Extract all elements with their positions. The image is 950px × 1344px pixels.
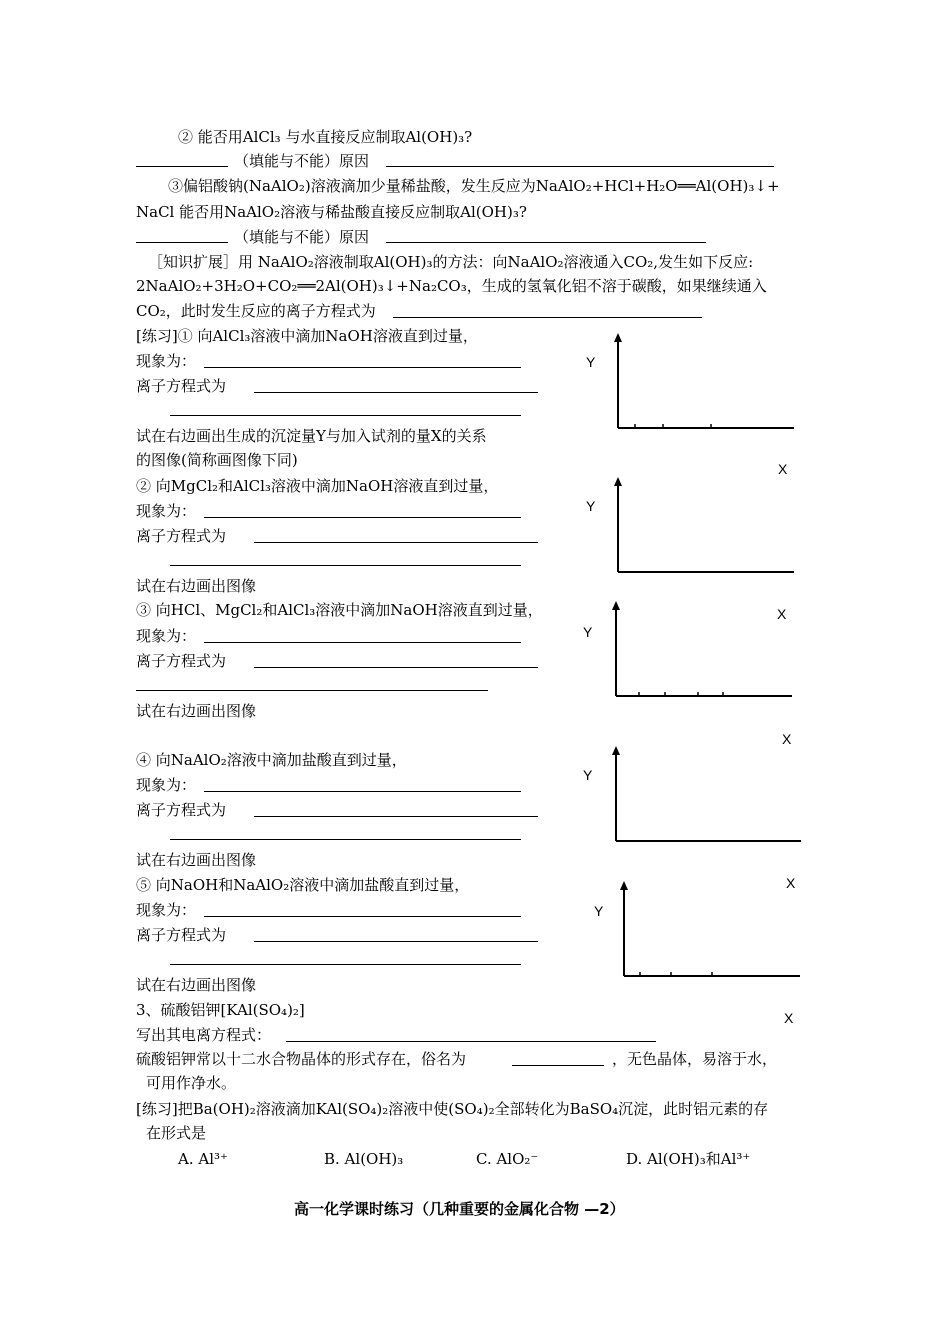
- alum-description-cont: ，无色晶体，易溶于水，: [612, 1050, 778, 1068]
- ionic-equation-label: 离子方程式为: [136, 652, 227, 670]
- equation-blank[interactable]: [170, 565, 521, 566]
- alum-description: 硫酸铝钾常以十二水合物晶体的形式存在，俗名为: [136, 1050, 467, 1068]
- phenomenon-label: 现象为：: [136, 901, 197, 919]
- alum-description-use: 可用作净水。: [146, 1074, 237, 1092]
- blank-graph-5[interactable]: [614, 876, 814, 986]
- reason-blank[interactable]: [386, 242, 706, 243]
- y-axis-label: Y: [583, 624, 593, 640]
- exercise-3-title: ③ 向HCl、MgCl₂和AlCl₃溶液中滴加NaOH溶液直到过量，: [136, 601, 543, 619]
- exercise-6-line-2: 在形式是: [146, 1124, 207, 1142]
- equation-blank[interactable]: [170, 839, 521, 840]
- y-axis-label: Y: [594, 903, 604, 919]
- y-axis-label: Y: [586, 354, 596, 370]
- phenomenon-label: 现象为：: [136, 776, 197, 794]
- extension-line-3: CO₂，此时发生反应的离子方程式为: [136, 302, 376, 320]
- ionic-equation-label: 离子方程式为: [136, 926, 227, 944]
- question-3-line-1: ③偏铝酸钠(NaAlO₂)溶液滴加少量稀盐酸，发生反应为NaAlO₂+HCl+H₂O══Al(OH)₃↓+: [168, 177, 780, 195]
- phenomenon-blank[interactable]: [204, 367, 521, 368]
- option-b[interactable]: B. Al(OH)₃: [324, 1150, 404, 1168]
- exercise-2-title: ② 向MgCl₂和AlCl₃溶液中滴加NaOH溶液直到过量，: [136, 477, 499, 495]
- ionic-equation-label: 离子方程式为: [136, 377, 227, 395]
- phenomenon-blank[interactable]: [204, 791, 521, 792]
- question-3-line-2: NaCl 能否用NaAlO₂溶液与稀盐酸直接反应制取Al(OH)₃?: [136, 203, 527, 221]
- question-2: ② 能否用AlCl₃ 与水直接反应制取Al(OH)₃?: [178, 128, 473, 146]
- phenomenon-blank[interactable]: [204, 517, 521, 518]
- exercise-1-title: [练习]① 向AlCl₃溶液中滴加NaOH溶液直到过量，: [136, 327, 478, 345]
- blank-graph-3[interactable]: [606, 596, 806, 706]
- equation-blank[interactable]: [254, 816, 538, 817]
- equation-blank[interactable]: [254, 667, 538, 668]
- ionization-label: 写出其电离方程式：: [136, 1026, 272, 1044]
- exercise-5-title: ⑤ 向NaOH和NaAlO₂溶液中滴加盐酸直到过量，: [136, 876, 470, 894]
- ionic-equation-label: 离子方程式为: [136, 527, 227, 545]
- draw-instruction: 试在右边画出生成的沉淀量Y与加入试剂的量X的关系: [136, 427, 487, 445]
- extension-line-2: 2NaAlO₂+3H₂O+CO₂══2Al(OH)₃↓+Na₂CO₃，生成的氢氧化铝不溶于碳酸，如果继续通入: [136, 277, 767, 295]
- draw-instruction: 的图像(简称画图像下同): [136, 451, 298, 469]
- page-footer-title: 高一化学课时练习（几种重要的金属化合物 —2）: [294, 1200, 625, 1218]
- extension-line-1: ［知识扩展］用 NaAlO₂溶液制取Al(OH)₃的方法：向NaAlO₂溶液通入CO₂,发生如下反应:: [148, 253, 754, 271]
- answer-blank[interactable]: [136, 166, 228, 167]
- x-axis-label: X: [777, 606, 787, 622]
- option-a[interactable]: A. Al³⁺: [178, 1150, 228, 1168]
- exercise-6-line-1: [练习]把Ba(OH)₂溶液滴加KAl(SO₄)₂溶液中使(SO₄)₂全部转化为BaSO₄沉淀，此时铝元素的存: [136, 1100, 769, 1118]
- equation-blank[interactable]: [254, 542, 538, 543]
- phenomenon-label: 现象为：: [136, 627, 197, 645]
- equation-blank[interactable]: [170, 415, 521, 416]
- y-axis-label: Y: [583, 767, 593, 783]
- equation-blank[interactable]: [393, 317, 702, 318]
- exercise-4-title: ④ 向NaAlO₂溶液中滴加盐酸直到过量，: [136, 751, 407, 769]
- equation-blank[interactable]: [254, 941, 538, 942]
- blank-graph-2[interactable]: [608, 472, 808, 582]
- x-axis-label: X: [786, 875, 796, 891]
- x-axis-label: X: [784, 1010, 794, 1026]
- x-axis-label: X: [778, 461, 788, 477]
- equation-blank[interactable]: [136, 690, 488, 691]
- option-c[interactable]: C. AlO₂⁻: [476, 1150, 539, 1168]
- draw-instruction: 试在右边画出图像: [136, 976, 257, 994]
- blank-graph-4[interactable]: [606, 741, 806, 851]
- ionization-blank[interactable]: [286, 1041, 656, 1042]
- reason-blank[interactable]: [386, 166, 774, 167]
- phenomenon-label: 现象为：: [136, 352, 197, 370]
- draw-instruction: 试在右边画出图像: [136, 577, 257, 595]
- y-axis-label: Y: [586, 498, 596, 514]
- equation-blank[interactable]: [254, 392, 538, 393]
- x-axis-label: X: [782, 731, 792, 747]
- answer-blank[interactable]: [136, 242, 228, 243]
- draw-instruction: 试在右边画出图像: [136, 851, 257, 869]
- blank-graph-1[interactable]: [608, 328, 808, 438]
- fill-label: （填能与不能）原因: [234, 228, 370, 246]
- common-name-blank[interactable]: [512, 1065, 604, 1066]
- option-d[interactable]: D. Al(OH)₃和Al³⁺: [626, 1150, 751, 1168]
- ionic-equation-label: 离子方程式为: [136, 801, 227, 819]
- section-3-title: 3、硫酸铝钾[KAl(SO₄)₂]: [136, 1001, 305, 1019]
- phenomenon-label: 现象为：: [136, 502, 197, 520]
- draw-instruction: 试在右边画出图像: [136, 702, 257, 720]
- equation-blank[interactable]: [170, 964, 521, 965]
- phenomenon-blank[interactable]: [204, 916, 521, 917]
- phenomenon-blank[interactable]: [204, 642, 521, 643]
- fill-label: （填能与不能）原因: [234, 152, 370, 170]
